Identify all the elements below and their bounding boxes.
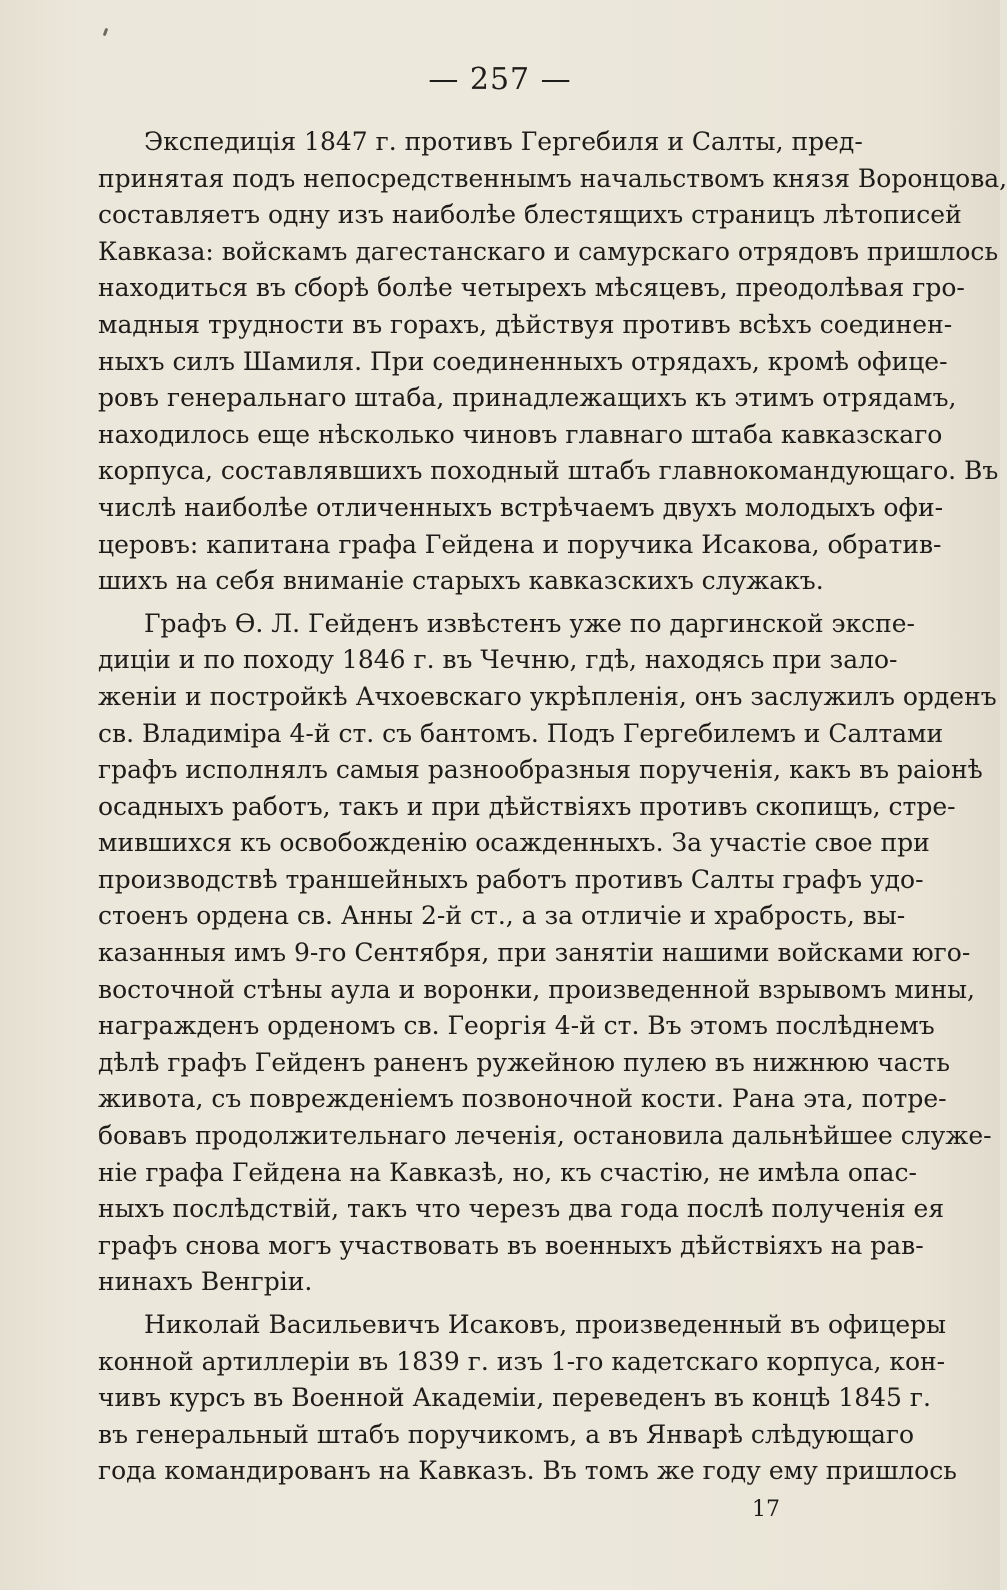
- body-text: [98, 124, 1007, 1490]
- text-line: мадныя трудности въ горахъ, дѣйствуя противъ всѣхъ соединен-: [98, 309, 953, 339]
- ink-speck: [103, 28, 109, 37]
- text-line: числѣ наиболѣе отличенныхъ встрѣчаемъ двухъ молодыхъ офи-: [98, 492, 944, 522]
- text-line: восточной стѣны аула и воронки, произведенной взрывомъ мины,: [98, 974, 975, 1004]
- text-line: Николай Васильевичъ Исаковъ, произведенный въ офицеры: [144, 1310, 947, 1339]
- text-line: ныхъ послѣдствій, такъ что черезъ два года послѣ полученія ея: [98, 1194, 945, 1224]
- text-line: диціи и по походу 1846 г. въ Чечню, гдѣ, находясь при зало-: [98, 645, 898, 675]
- text-line: бовавъ продолжительнаго леченія, остановила дальнѣйшее служе-: [98, 1121, 992, 1151]
- text-line: казанныя имъ 9-го Сентября, при занятіи нашими войсками юго-: [98, 938, 971, 968]
- text-line: находиться въ сборѣ болѣе четырехъ мѣсяцевъ, преодолѣвая гро-: [98, 273, 965, 303]
- paragraph: [98, 606, 997, 1301]
- page-number: — 257 —: [428, 62, 572, 97]
- text-line: шихъ на себя вниманіе старыхъ кавказскихъ служакъ.: [98, 566, 824, 596]
- text-line: производствѣ траншейныхъ работъ противъ Салты графъ удо-: [98, 864, 924, 894]
- paragraph: [98, 1307, 957, 1490]
- printer-signature-mark: 17: [752, 1497, 780, 1522]
- paragraph: [98, 124, 1007, 600]
- text-line: дѣлѣ графъ Гейденъ раненъ ружейною пулею въ нижнюю часть: [98, 1047, 951, 1077]
- text-line: графъ исполнялъ самыя разнообразныя порученія, какъ въ раіонѣ: [98, 755, 983, 785]
- text-line: живота, съ поврежденіемъ позвоночной кости. Рана эта, потре-: [98, 1084, 947, 1114]
- text-line: нинахъ Венгріи.: [98, 1267, 313, 1297]
- text-line: находилось еще нѣсколько чиновъ главнаго штаба кавказскаго: [98, 419, 943, 449]
- text-line: мившихся къ освобожденію осажденныхъ. За участіе свое при: [98, 828, 930, 858]
- text-line: осадныхъ работъ, такъ и при дѣйствіяхъ противъ скопищъ, стре-: [98, 791, 956, 821]
- text-line: графъ снова могъ участвовать въ военныхъ дѣйствіяхъ на рав-: [98, 1230, 924, 1260]
- text-line: церовъ: капитана графа Гейдена и поручика Исакова, обратив-: [98, 529, 942, 559]
- text-line: награжденъ орденомъ св. Георгія 4-й ст. Въ этомъ послѣднемъ: [98, 1011, 935, 1041]
- text-line: стоенъ ордена св. Анны 2-й ст., а за отличіе и храбрость, вы-: [98, 901, 906, 931]
- text-line: въ генеральный штабъ поручикомъ, а въ Январѣ слѣдующаго: [98, 1419, 915, 1449]
- text-line: Кавказа: войскамъ дагестанскаго и самурскаго отрядовъ пришлось: [98, 236, 999, 266]
- text-line: ровъ генеральнаго штаба, принадлежащихъ къ этимъ отрядамъ,: [98, 383, 957, 413]
- text-line: года командированъ на Кавказъ. Въ томъ же году ему пришлось: [98, 1456, 957, 1486]
- text-line: женіи и постройкѣ Ачхоевскаго укрѣпленія, онъ заслужилъ орденъ: [98, 681, 997, 711]
- text-line: составляетъ одну изъ наиболѣе блестящихъ страницъ лѣтописей: [98, 200, 962, 230]
- text-line: ныхъ силъ Шамиля. При соединенныхъ отрядахъ, кромѣ офице-: [98, 346, 948, 376]
- text-line: ніе графа Гейдена на Кавказѣ, но, къ счастію, не имѣла опас-: [98, 1157, 917, 1187]
- text-line: Экспедиція 1847 г. противъ Гергебиля и Салты, пред-: [144, 127, 863, 156]
- text-line: Графъ Ѳ. Л. Гейденъ извѣстенъ уже по даргинской экспе-: [144, 608, 915, 638]
- text-line: конной артиллеріи въ 1839 г. изъ 1-го кадетскаго корпуса, кон-: [98, 1346, 946, 1376]
- text-line: св. Владиміра 4-й ст. съ бантомъ. Подъ Гергебилемъ и Салтами: [98, 718, 944, 748]
- text-line: корпуса, составлявшихъ походный штабъ главнокомандующаго. Въ: [98, 456, 999, 486]
- text-line: чивъ курсъ въ Военной Академіи, переведенъ въ концѣ 1845 г.: [98, 1383, 931, 1413]
- text-line: принятая подъ непосредственнымъ начальствомъ князя Воронцова,: [98, 163, 1007, 193]
